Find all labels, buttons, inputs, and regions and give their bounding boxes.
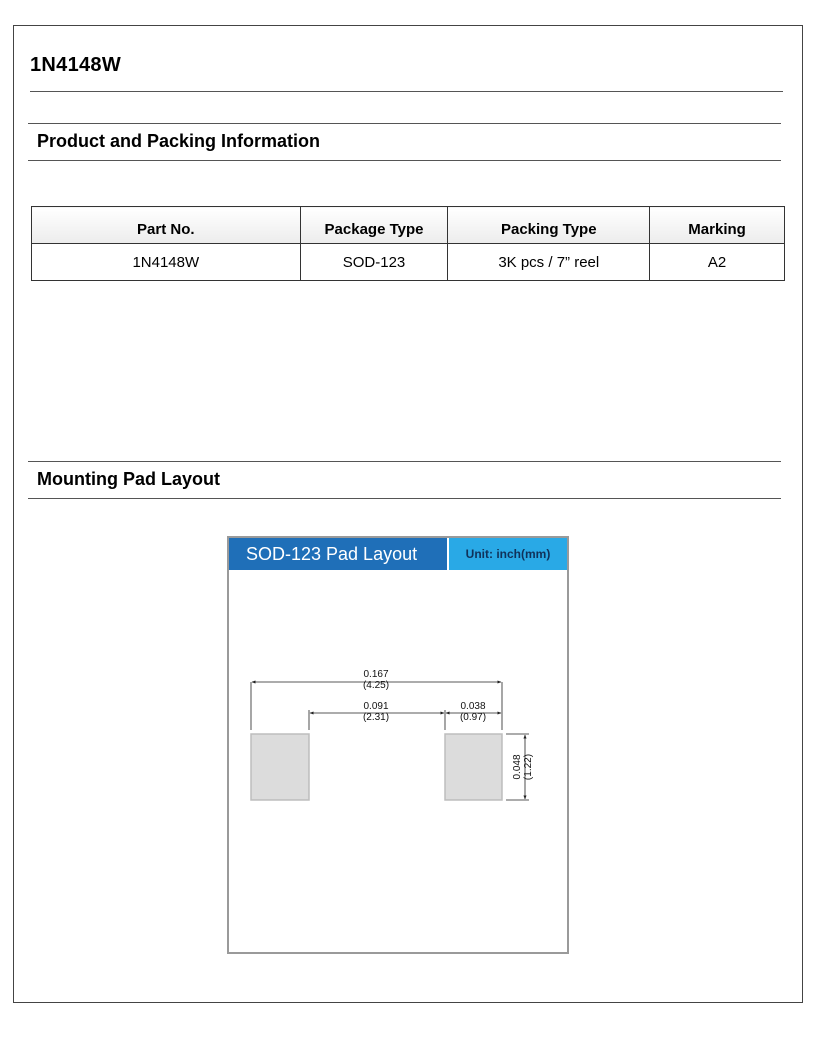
right-pad [445, 734, 502, 800]
mounting-divider-top [28, 461, 781, 462]
cell-package-type: SOD-123 [300, 244, 448, 281]
section-divider-top [28, 123, 781, 124]
cell-packing-type: 3K pcs / 7” reel [448, 244, 650, 281]
header-packing-type: Packing Type [448, 207, 650, 244]
table-row [32, 244, 785, 281]
table-header-row [32, 207, 785, 244]
pad-layout-diagram [229, 538, 567, 952]
gap-dim-mm: (2.31) [362, 712, 390, 723]
section-divider-bottom [28, 160, 781, 161]
pad-width-dim-inch: 0.038 [460, 701, 486, 712]
cell-marking: A2 [650, 244, 785, 281]
title-divider [30, 91, 783, 92]
header-marking: Marking [650, 207, 785, 244]
part-number-title: 1N4148W [30, 54, 122, 76]
header-package-type: Package Type [300, 207, 448, 244]
packing-info-table [31, 206, 785, 281]
mounting-divider-bottom [28, 498, 781, 499]
gap-dim-inch: 0.091 [363, 701, 389, 712]
pad-layout-unit: Unit: inch(mm) [449, 538, 567, 570]
packing-section-title: Product and Packing Information [37, 131, 321, 151]
mounting-section-title: Mounting Pad Layout [37, 469, 220, 489]
overall-dim-inch: 0.167 [363, 669, 389, 680]
pad-height-dim-mm: (1.22) [523, 753, 534, 781]
overall-dim-mm: (4.25) [362, 680, 390, 691]
pad-width-dim-mm: (0.97) [459, 712, 487, 723]
pad-layout-panel [227, 536, 569, 954]
cell-part-no: 1N4148W [32, 244, 301, 281]
header-part-no: Part No. [32, 207, 301, 244]
left-pad [251, 734, 309, 800]
pad-layout-title: SOD-123 Pad Layout [229, 538, 447, 570]
pad-height-dim-inch: 0.048 [512, 754, 523, 780]
